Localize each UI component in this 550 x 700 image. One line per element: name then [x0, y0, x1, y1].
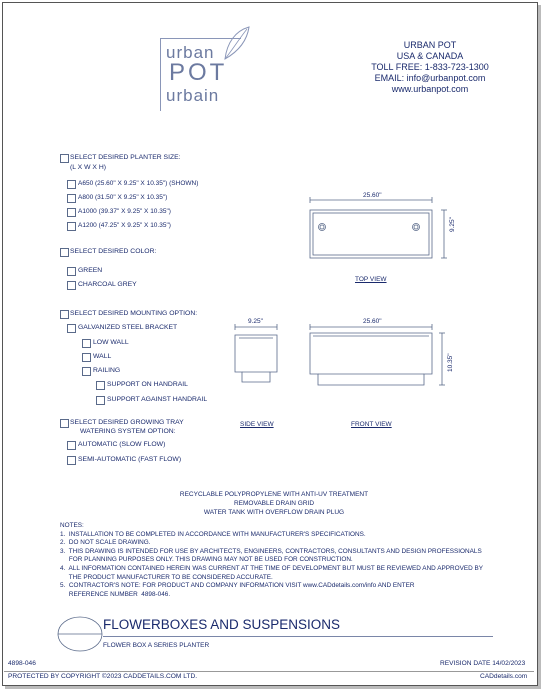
note-line: 1. INSTALLATION TO BE COMPLETED IN ACCORDANCE WITH MANUFACTURER'S SPECIFICATIONS.	[60, 530, 366, 538]
feature-item: RECYCLABLE POLYPROPYLENE WITH ANTI-UV TREATMENT	[179, 491, 369, 498]
title-block-divider	[103, 636, 493, 637]
logo-line-3: urbain	[166, 86, 220, 105]
footer-divider	[4, 671, 534, 672]
color-title: SELECT DESIRED COLOR:	[70, 248, 157, 255]
side-view-width-dim: 9.25"	[248, 318, 263, 325]
top-view-width-dim: 25.60"	[363, 192, 382, 199]
color-option: CHARCOAL GREY	[78, 281, 137, 288]
features-list	[150, 490, 398, 517]
size-option: A800 (31.50" X 9.25" X 10.35")	[78, 194, 168, 201]
against-handrail-label: SUPPORT AGAINST HANDRAIL	[107, 396, 208, 403]
planter-size-subtitle: (L X W X H)	[70, 164, 106, 171]
logo-line-2: POT	[169, 59, 228, 86]
note-line: REFERENCE NUMBER 4898-046.	[60, 590, 171, 598]
title-block-subtitle: FLOWER BOX A SERIES PLANTER	[103, 642, 210, 649]
tray-title: SELECT DESIRED GROWING TRAY	[70, 419, 184, 426]
notes-title: NOTES:	[60, 522, 84, 529]
side-view-label: SIDE VIEW	[240, 421, 274, 428]
feature-item: WATER TANK WITH OVERFLOW DRAIN PLUG	[203, 509, 345, 516]
size-option: A1200 (47.25" X 9.25" X 10.35")	[78, 222, 171, 229]
note-line: THE PRODUCT MANUFACTURER TO BE CONSIDERED ACCURATE.	[60, 573, 273, 581]
company-website: www.urbanpot.com	[391, 84, 469, 94]
front-view-width-dim: 25.60"	[363, 318, 382, 325]
logo-line-1: urban	[166, 43, 215, 62]
title-block-symbol	[56, 614, 104, 654]
mounting-title: SELECT DESIRED MOUNTING OPTION:	[70, 310, 198, 317]
caddetails-link[interactable]: CADdetails.com	[480, 673, 528, 680]
size-option: A1000 (39.37" X 9.25" X 10.35")	[78, 208, 171, 215]
company-region: USA & CANADA	[396, 51, 464, 61]
railing-label: RAILING	[93, 367, 121, 374]
copyright-text: PROTECTED BY COPYRIGHT ©2023 CADDETAILS.COM LTD.	[8, 673, 198, 680]
planter-size-title: SELECT DESIRED PLANTER SIZE:	[70, 154, 181, 161]
color-option: GREEN	[78, 267, 103, 274]
low-wall-label: LOW WALL	[93, 339, 129, 346]
revision-date: REVISION DATE 14/02/2023	[440, 660, 526, 667]
front-view-height-dim: 10.35"	[447, 353, 454, 372]
tray-option: SEMI-AUTOMATIC (FAST FLOW)	[78, 456, 182, 463]
bracket-label: GALVANIZED STEEL BRACKET	[78, 324, 178, 331]
note-line: 3. THIS DRAWING IS INTENDED FOR USE BY ARCHITECTS, ENGINEERS, CONTRACTORS, CONSULTANTS AND DESIGN PROFESSIONALS	[60, 547, 482, 555]
tray-option: AUTOMATIC (SLOW FLOW)	[78, 441, 166, 448]
size-option: A650 (25.60" X 9.25" X 10.35") (SHOWN)	[78, 180, 199, 187]
note-line: FOR PLANNING PURPOSES ONLY. THIS DRAWING MAY NOT BE USED FOR CONSTRUCTION.	[60, 556, 353, 564]
company-tollfree: TOLL FREE: 1-833-723-1300	[371, 62, 489, 72]
top-view-depth-dim: 9.25"	[449, 217, 456, 232]
top-view-label: TOP VIEW	[355, 276, 387, 283]
note-line: 5. CONTRACTOR'S NOTE: FOR PRODUCT AND COMPANY INFORMATION VISIT www.CADdetails.com/info AND ENTER	[60, 582, 415, 590]
notes-block	[60, 522, 500, 599]
tray-title-2: WATERING SYSTEM OPTION:	[80, 428, 176, 435]
note-line: 2. DO NOT SCALE DRAWING.	[60, 539, 151, 547]
wall-label: WALL	[93, 353, 112, 360]
feature-item: REMOVABLE DRAIN GRID	[233, 500, 315, 507]
note-line: 4. ALL INFORMATION CONTAINED HEREIN WAS CURRENT AT THE TIME OF DEVELOPMENT BUT MUST BE REVIEWED AND APPROVED BY	[60, 564, 484, 572]
on-handrail-label: SUPPORT ON HANDRAIL	[107, 381, 188, 388]
reference-number: 4898-046	[8, 660, 36, 667]
title-block-title: FLOWERBOXES AND SUSPENSIONS	[103, 617, 341, 632]
front-view-label: FRONT VIEW	[351, 421, 392, 428]
company-email: EMAIL: info@urbanpot.com	[374, 73, 486, 83]
company-name: URBAN POT	[403, 40, 457, 50]
